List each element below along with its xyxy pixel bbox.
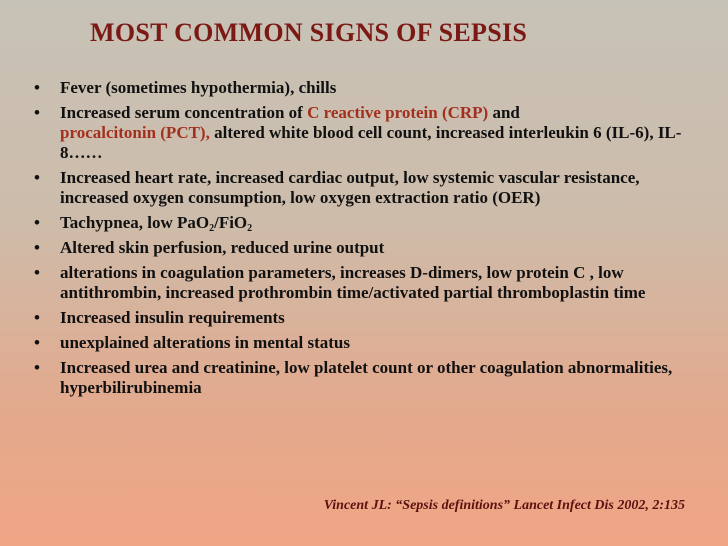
subscript: 2 — [247, 223, 253, 234]
bullet-icon: • — [34, 308, 40, 327]
subscript: 2 — [209, 223, 215, 234]
citation: Vincent JL: “Sepsis definitions” Lancet Infect Dis 2002, 2:135 — [323, 498, 685, 513]
bullet-text: unexplained alterations in mental status — [60, 333, 350, 352]
bullet-text: and — [488, 103, 520, 122]
list-item — [30, 238, 710, 258]
list-item — [30, 168, 710, 208]
bullet-text: alterations in coagulation parameters, increases D-dimers, low protein C , low antithrombin, increased prothrombin time/activated partial thromboplastin time — [60, 263, 646, 302]
bullet-text: altered white blood cell count, increased interleukin 6 (IL-6), IL-8…… — [60, 123, 682, 162]
bullet-icon: • — [34, 263, 40, 282]
bullet-text: Altered skin perfusion, reduced urine output — [60, 238, 385, 257]
bullet-icon: • — [34, 213, 40, 232]
bullet-icon: • — [34, 168, 40, 187]
list-item — [30, 78, 710, 98]
bullet-text: /FiO — [214, 213, 248, 232]
crp-highlight: C reactive protein (CRP) — [307, 103, 489, 122]
pct-highlight: procalcitonin (PCT), — [60, 123, 210, 142]
list-item — [30, 358, 710, 398]
list-item — [30, 263, 710, 303]
bullet-icon: • — [34, 238, 40, 257]
bullet-icon: • — [34, 333, 40, 352]
list-item — [30, 103, 710, 163]
bullet-text: Tachypnea, low PaO — [60, 213, 210, 232]
list-item — [30, 333, 710, 353]
list-item — [30, 308, 710, 328]
bullet-icon: • — [34, 358, 40, 377]
signs-list — [30, 78, 710, 403]
bullet-text: Fever (sometimes hypothermia), chills — [60, 78, 337, 97]
bullet-icon: • — [34, 103, 40, 122]
bullet-text: Increased heart rate, increased cardiac output, low systemic vascular resistance, increased oxygen consumption, low oxygen extraction ratio (OER) — [60, 168, 640, 207]
slide-title: MOST COMMON SIGNS OF SEPSIS — [90, 18, 528, 47]
bullet-text: Increased urea and creatinine, low platelet count or other coagulation abnormalities, hyperbilirubinemia — [60, 358, 673, 397]
list-item — [30, 213, 710, 233]
bullet-text: Increased insulin requirements — [60, 308, 285, 327]
bullet-text: Increased serum concentration of — [60, 103, 308, 122]
bullet-icon: • — [34, 78, 40, 97]
